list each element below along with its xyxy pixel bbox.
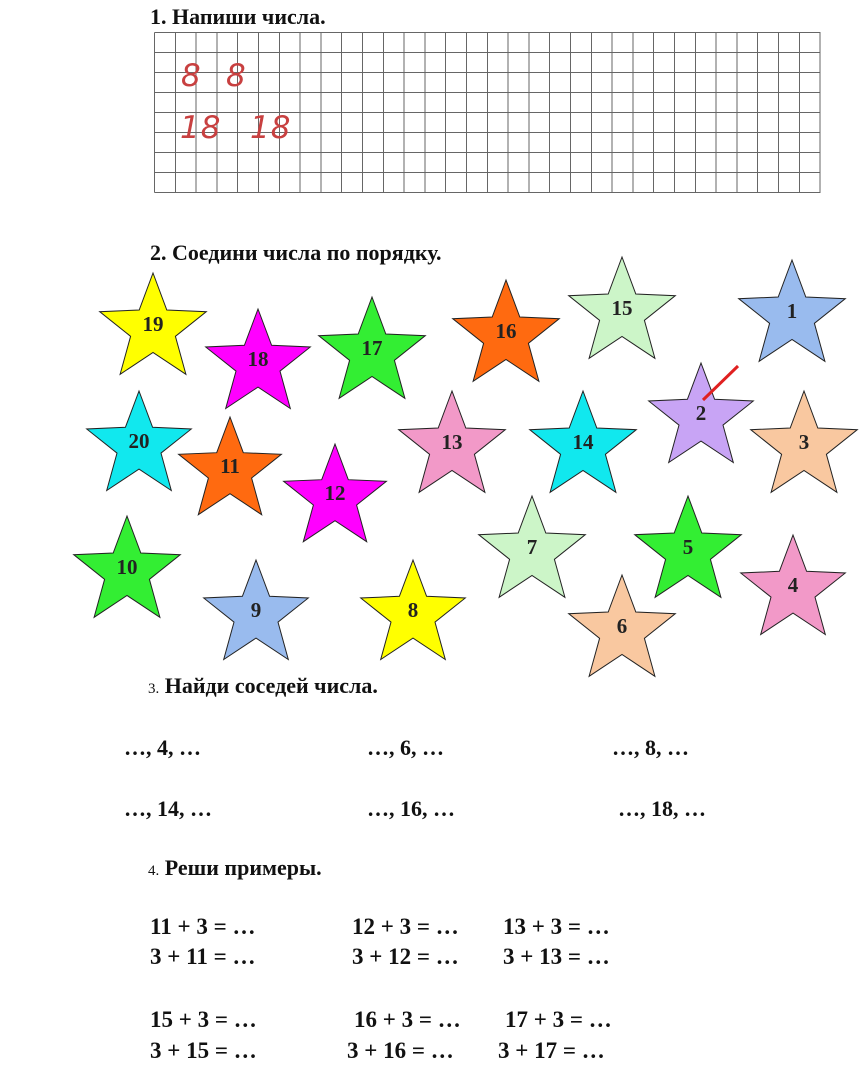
neighbors-14: …, 14, … xyxy=(124,796,212,821)
sample-number-18-a: 18 xyxy=(180,110,222,146)
star-9[interactable] xyxy=(204,560,309,660)
example-12-plus-3: 12 + 3 = … xyxy=(352,914,459,939)
example-15-plus-3: 15 + 3 = … xyxy=(150,1007,257,1032)
example-3-plus-17: 3 + 17 = … xyxy=(498,1038,605,1063)
star-number: 9 xyxy=(250,598,262,622)
star-number: 20 xyxy=(128,429,150,453)
star-8[interactable] xyxy=(361,560,466,660)
sample-digit-8-b: 8 xyxy=(226,58,247,94)
task4-text: Реши примеры. xyxy=(164,855,322,880)
star-14[interactable] xyxy=(530,391,637,492)
star-number: 14 xyxy=(572,430,594,454)
neighbors-4: …, 4, … xyxy=(124,735,201,760)
star-number: 19 xyxy=(142,312,164,336)
example-3-plus-12: 3 + 12 = … xyxy=(352,944,459,969)
neighbors-6: …, 6, … xyxy=(367,735,444,760)
task1-number: 1 xyxy=(150,4,161,29)
task3-number: 3. xyxy=(148,681,160,697)
example-13-plus-3: 13 + 3 = … xyxy=(503,914,610,939)
task2-title: 2. Соедини числа по порядку. xyxy=(150,240,442,265)
star-20[interactable] xyxy=(87,391,192,491)
star-number: 7 xyxy=(526,535,538,559)
star-19[interactable] xyxy=(100,273,207,374)
star-number: 8 xyxy=(407,598,419,622)
star-number: 12 xyxy=(324,481,346,505)
star-number: 3 xyxy=(798,430,810,454)
task1-text: . Напиши числа. xyxy=(161,4,326,29)
star-17[interactable] xyxy=(319,297,426,398)
neighbors-16: …, 16, … xyxy=(367,796,455,821)
task4-title xyxy=(148,855,322,881)
star-3[interactable] xyxy=(751,391,858,492)
star-number: 2 xyxy=(695,401,707,425)
star-12[interactable] xyxy=(284,444,387,542)
star-number: 1 xyxy=(786,299,798,323)
task3-title xyxy=(148,673,378,699)
example-11-plus-3: 11 + 3 = … xyxy=(150,914,256,939)
star-number: 4 xyxy=(787,573,799,597)
star-15[interactable] xyxy=(569,257,676,358)
example-3-plus-15: 3 + 15 = … xyxy=(150,1038,257,1063)
star-13[interactable] xyxy=(399,391,506,492)
star-number: 10 xyxy=(116,555,138,579)
example-16-plus-3: 16 + 3 = … xyxy=(354,1007,461,1032)
star-number: 15 xyxy=(611,296,633,320)
star-5[interactable] xyxy=(635,496,742,597)
star-number: 6 xyxy=(616,614,628,638)
star-4[interactable] xyxy=(741,535,846,635)
task4-number: 4. xyxy=(148,863,160,879)
star-16[interactable] xyxy=(453,280,560,381)
sample-digit-8-a: 8 xyxy=(181,58,202,94)
task3-text: Найди соседей числа. xyxy=(164,673,378,698)
example-17-plus-3: 17 + 3 = … xyxy=(505,1007,612,1032)
star-11[interactable] xyxy=(179,417,282,515)
example-3-plus-16: 3 + 16 = … xyxy=(347,1038,454,1063)
star-1[interactable] xyxy=(739,260,846,361)
star-number: 16 xyxy=(495,319,517,343)
sample-number-18-b: 18 xyxy=(250,110,292,146)
star-10[interactable] xyxy=(74,516,181,617)
star-number: 17 xyxy=(361,336,383,360)
star-7[interactable] xyxy=(479,496,586,597)
example-3-plus-11: 3 + 11 = … xyxy=(150,944,256,969)
star-2[interactable] xyxy=(649,363,754,463)
star-number: 18 xyxy=(247,347,269,371)
example-3-plus-13: 3 + 13 = … xyxy=(503,944,610,969)
neighbors-8: …, 8, … xyxy=(612,735,689,760)
neighbors-18: …, 18, … xyxy=(618,796,706,821)
star-number: 11 xyxy=(220,454,240,478)
star-18[interactable] xyxy=(206,309,311,409)
star-number: 5 xyxy=(682,535,694,559)
star-number: 13 xyxy=(441,430,463,454)
